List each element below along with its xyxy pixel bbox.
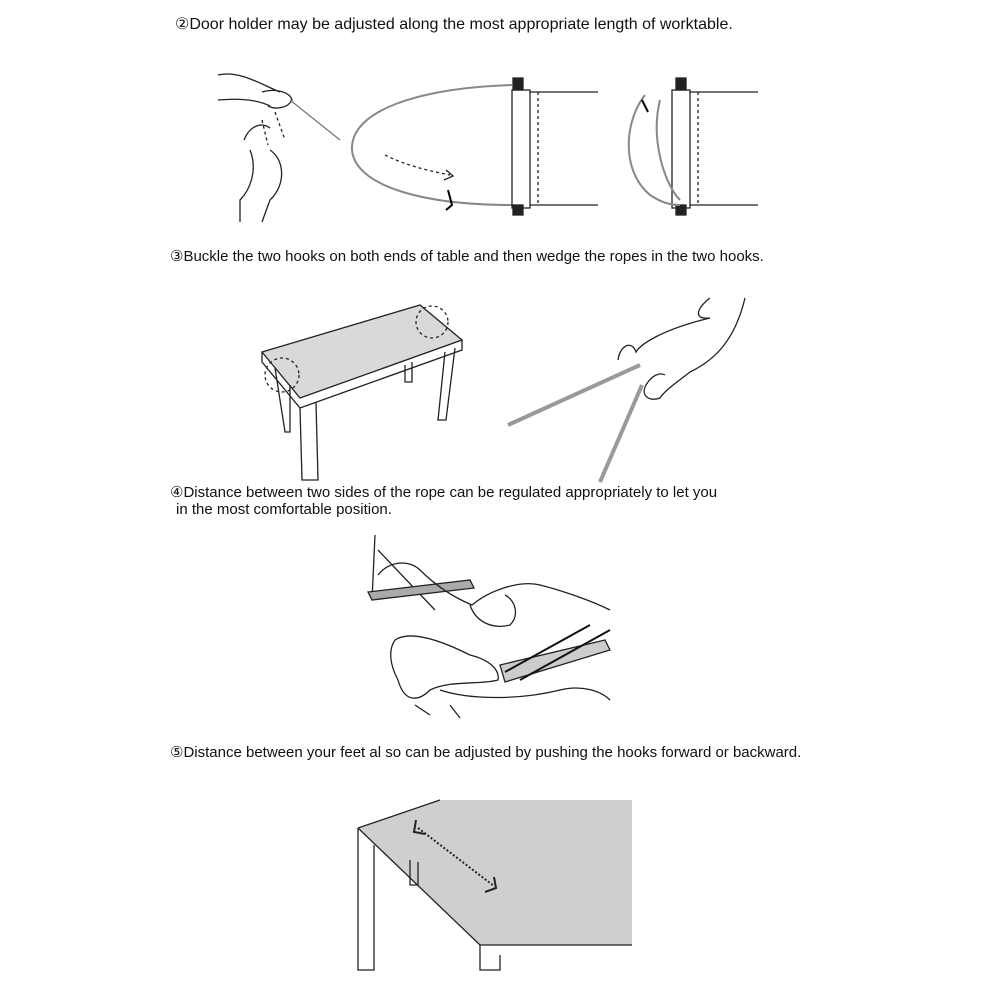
step-2-instruction (175, 16, 733, 33)
table-corner-hook-slide-illustration (358, 800, 632, 970)
strap-illustration-2 (629, 78, 758, 215)
step-4-instruction (170, 484, 717, 501)
step-4-text: Distance between two sides of the rope can be regulated appropriately to let you (183, 484, 718, 501)
step-5-instruction (170, 744, 801, 761)
step-3-text: Buckle the two hooks on both ends of table and then wedge the ropes in the two hooks. (183, 248, 764, 265)
step-4-number: ④ (170, 484, 184, 501)
step-4-text-line2: in the most comfortable position. (176, 501, 392, 518)
step-3-instruction (170, 248, 764, 265)
step-2-text: Door holder may be adjusted along the most appropriate length of worktable. (189, 16, 733, 33)
step-4-instruction-continued (176, 501, 392, 518)
step-5-text: Distance between your feet al so can be adjusted by pushing the hooks forward or backward. (183, 744, 802, 761)
feet-on-hammock-illustration (368, 535, 610, 718)
step-2-number: ② (175, 16, 190, 33)
table-with-hooks-illustration (262, 305, 462, 480)
strap-illustration-1 (512, 78, 598, 215)
rope-loop-illustration (352, 85, 512, 210)
step-3-number: ③ (170, 248, 184, 265)
hand-wedging-rope-illustration (508, 298, 745, 482)
hands-tying-rope-illustration (218, 74, 340, 222)
step-5-number: ⑤ (170, 744, 184, 761)
